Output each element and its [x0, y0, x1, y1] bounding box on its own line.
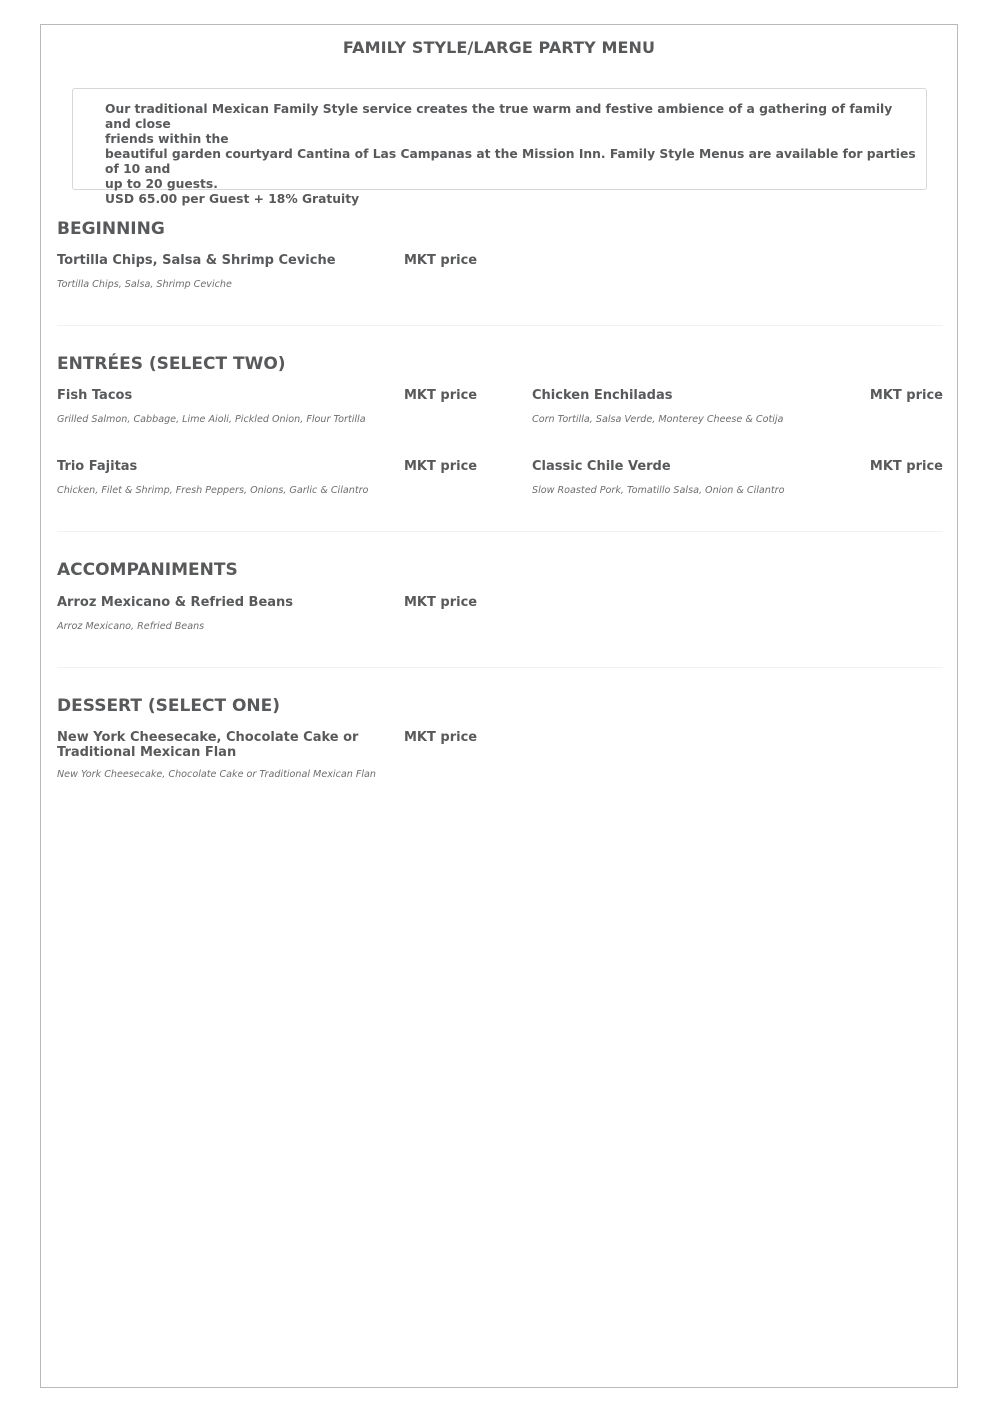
section-heading: DESSERT (SELECT ONE) — [57, 696, 281, 716]
item-name: New York Cheesecake, Chocolate Cake or Traditional Mexican Flan — [57, 730, 359, 760]
item-price: MKT price — [404, 459, 478, 474]
item-price: MKT price — [404, 730, 478, 745]
section-divider — [57, 531, 943, 532]
intro-line: up to 20 guests. — [105, 177, 218, 191]
section-heading: ACCOMPANIMENTS — [57, 560, 238, 580]
item-price: MKT price — [869, 388, 943, 403]
intro-box — [72, 88, 927, 206]
intro-price-line: USD 65.00 per Guest + 18% Gratuity — [105, 192, 360, 206]
item-price: MKT price — [404, 595, 478, 610]
section-divider — [57, 667, 943, 668]
item-name: Tortilla Chips, Salsa & Shrimp Ceviche — [57, 253, 336, 268]
item-name: Fish Tacos — [57, 388, 133, 403]
item-name: Arroz Mexicano & Refried Beans — [57, 595, 294, 610]
item-description: Grilled Salmon, Cabbage, Lime Aioli, Pickled Onion, Flour Tortilla — [57, 414, 366, 425]
item-description: Slow Roasted Pork, Tomatillo Salsa, Onion & Cilantro — [532, 485, 785, 496]
menu-title: FAMILY STYLE/LARGE PARTY MENU — [342, 38, 656, 57]
item-description: Arroz Mexicano, Refried Beans — [57, 621, 205, 632]
item-name: Chicken Enchiladas — [532, 388, 673, 403]
intro-line: beautiful garden courtyard Cantina of Las Campanas at the Mission Inn. Family Style Menus are available for parties of 10 and — [105, 147, 916, 176]
item-description: Corn Tortilla, Salsa Verde, Monterey Cheese & Cotija — [532, 414, 784, 425]
section-heading: ENTRÉES (SELECT TWO) — [57, 354, 286, 374]
item-description: New York Cheesecake, Chocolate Cake or Traditional Mexican Flan — [57, 769, 377, 780]
section-divider — [57, 325, 943, 326]
item-name: Classic Chile Verde — [532, 459, 671, 474]
item-price: MKT price — [869, 459, 943, 474]
item-price: MKT price — [404, 388, 478, 403]
item-description: Chicken, Filet & Shrimp, Fresh Peppers, Onions, Garlic & Cilantro — [57, 485, 369, 496]
menu-page — [40, 24, 958, 1388]
intro-line: Our traditional Mexican Family Style service creates the true warm and festive ambience of a gathering of family and close — [105, 102, 893, 131]
item-price: MKT price — [404, 253, 478, 268]
intro-line: friends within the — [105, 132, 229, 146]
item-description: Tortilla Chips, Salsa, Shrimp Ceviche — [57, 279, 232, 290]
section-heading: BEGINNING — [57, 219, 165, 239]
item-name: Trio Fajitas — [57, 459, 138, 474]
